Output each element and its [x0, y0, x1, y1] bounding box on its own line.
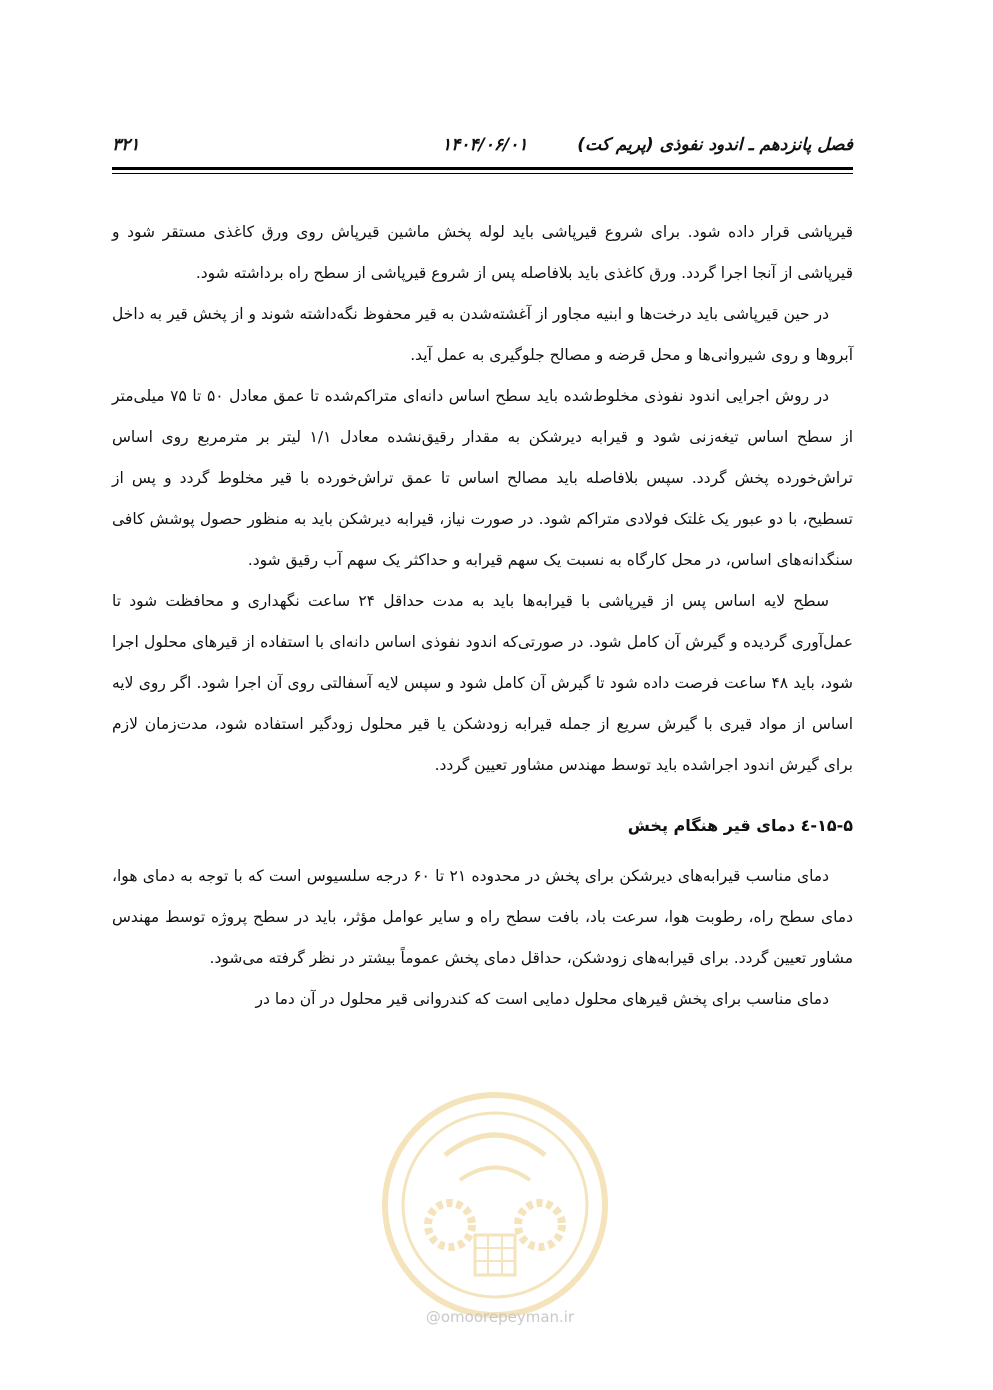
header-date: ۱۴۰۴/۰۶/۰۱	[442, 135, 528, 155]
paragraph: سطح لایه اساس پس از قیرپاشی با قیرابه‌ها باید به مدت حداقل ۲۴ ساعت نگهداری و محافظت شود تا عمل‌آوری گردیده و گیرش آن کامل شود. در صورتی‌که اندود نفوذی اساس دانه‌ای با استفاده از قیرهای محلول اجرا شود، باید ۴۸ ساعت فرصت داده شود تا گیرش آن کامل شود و سپس لایه آسفالتی روی آن اجرا شود. اگر روی لایه اساس از مواد قیری با گیرش سریع از جمله قیرابه زودشکن یا قیر محلول زودگیر استفاده شود، مدت‌زمان لازم برای گیرش اندود اجراشده باید توسط مهندس مشاور تعیین گردد.	[112, 592, 853, 774]
body-text	[112, 212, 853, 1020]
paragraph: دمای مناسب برای پخش قیرهای محلول دمایی است که کندروانی قیر محلول در آن دما در	[255, 990, 829, 1008]
paragraph: دمای مناسب قیرابه‌های دیرشکن برای پخش در محدوده ۲۱ تا ۶۰ درجه سلسیوس است که با توجه به دمای هوا، دمای سطح راه، رطوبت هوا، سرعت باد، بافت سطح راه و سایر عوامل مؤثر، باید در سطح پروژه توسط مهندس مشاور تعیین گردد. برای قیرابه‌های زودشکن، حداقل دمای پخش عموماً بیشتر در نظر گرفته می‌شود.	[112, 867, 853, 967]
watermark-url: @omoorepeyman.ir	[425, 1308, 575, 1326]
page-number: ۳۲۱	[112, 135, 140, 155]
paragraph: در حین قیرپاشی باید درخت‌ها و ابنیه مجاور از آغشته‌شدن به قیر محفوظ نگه‌داشته شوند و از پخش قیر به داخل آبروها و روی شیروانی‌ها و محل قرضه و مصالح جلوگیری به عمل آید.	[112, 305, 853, 364]
watermark-logo	[375, 1085, 615, 1325]
page-header	[112, 125, 853, 165]
paragraph: در روش اجرایی اندود نفوذی مخلوط‌شده باید سطح اساس دانه‌ای متراکم‌شده تا عمق معادل ۵۰ تا ۷۵ میلی‌متر از سطح اساس تیغه‌زنی شود و قیرابه دیرشکن به مقدار رقیق‌نشده معادل ۱/۱ لیتر بر مترمربع روی اساس تراش‌خورده پخش گردد. سپس بلافاصله باید مصالح اساس تا عمق تراش‌خورده با قیر مخلوط گردد و پس از تسطیح، با دو عبور یک غلتک فولادی متراکم شود. در صورت نیاز، قیرابه دیرشکن باید به منظور حصول پوشش کافی سنگدانه‌های اساس، در محل کارگاه به نسبت یک سهم قیرابه و حداکثر یک سهم آب رقیق شود.	[112, 387, 853, 569]
section-heading: ۱۵-۵-٤ دمای قیر هنگام پخش	[627, 816, 853, 835]
header-rule-thin	[112, 173, 853, 174]
paragraph: قیرپاشی قرار داده شود. برای شروع قیرپاشی باید لوله پخش ماشین قیرپاش روی ورق کاغذی مستقر شود و قیرپاشی از آنجا اجرا گردد. ورق کاغذی باید بلافاصله پس از شروع قیرپاشی از سطح راه برداشته شود.	[112, 223, 853, 282]
chapter-title: فصل پانزدهم ـ اندود نفوذی (پریم کت)	[577, 135, 853, 155]
header-rule-thick	[112, 167, 853, 170]
